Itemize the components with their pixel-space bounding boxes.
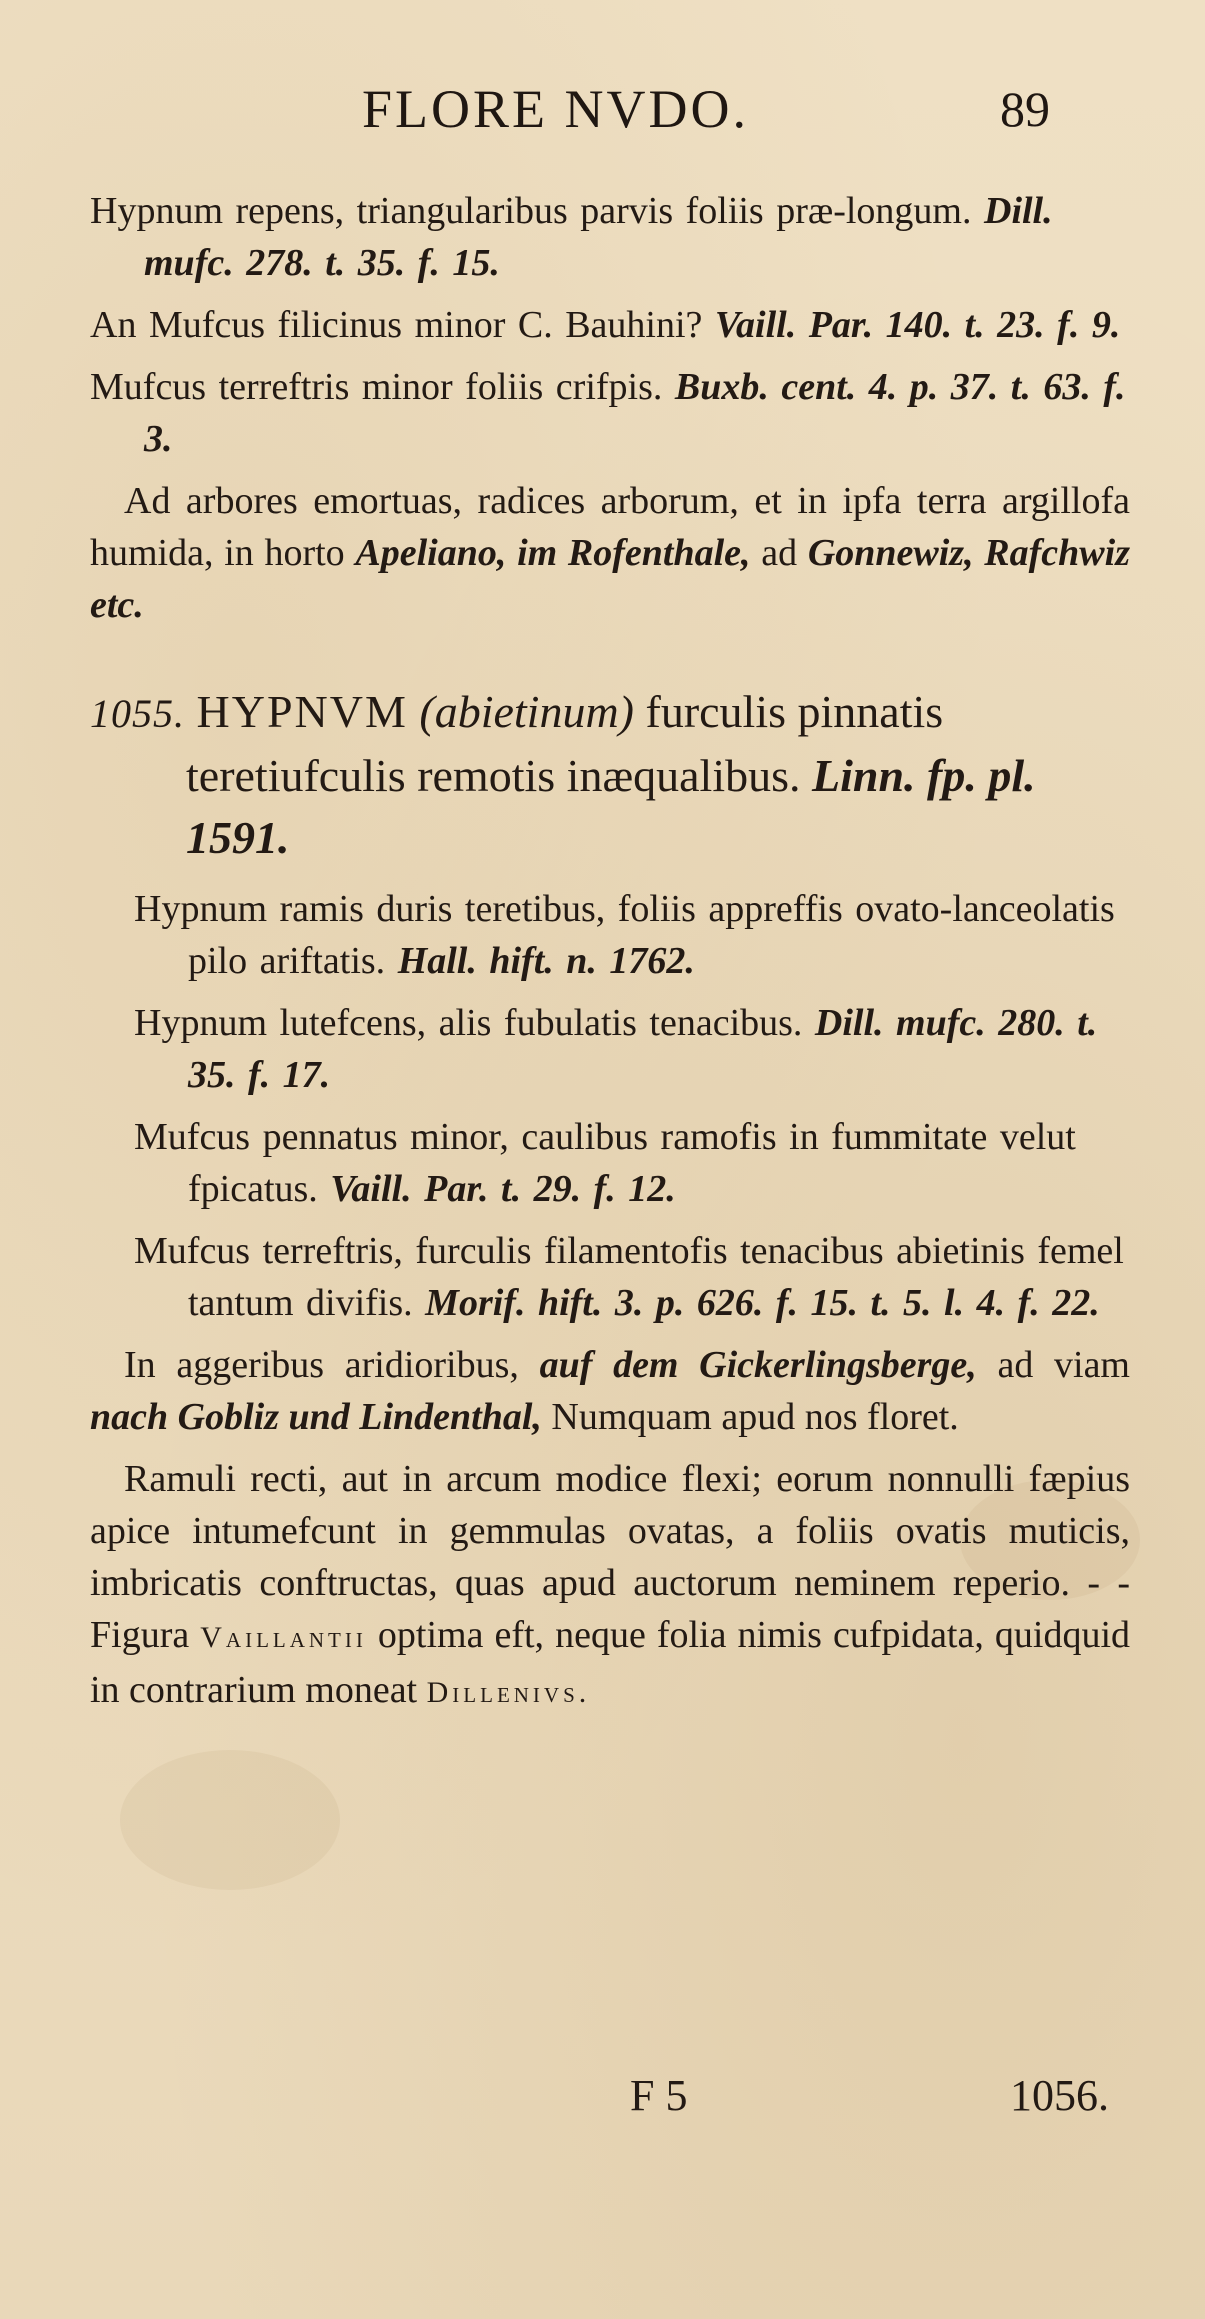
habitat-connector: ad	[750, 532, 808, 574]
remark-text: optima eft, neque folia nimis cufpidata, quidquid in contrarium moneat	[90, 1614, 1130, 1711]
species-number: 1055.	[90, 691, 185, 736]
habitat-note: Numquam apud nos floret.	[541, 1396, 959, 1438]
synonym-entry	[90, 361, 1130, 465]
habitat-paragraph	[90, 1339, 1130, 1443]
species-heading	[90, 681, 1130, 869]
remark-paragraph	[90, 1453, 1130, 1719]
signature-mark: F 5	[630, 2071, 688, 2120]
habitat-paragraph	[90, 475, 1130, 631]
author-name: Dillenivs.	[426, 1676, 591, 1709]
synonym-text: Hypnum lutefcens, alis fubulatis tenacibus.	[134, 1002, 803, 1044]
habitat-text: In aggeribus aridioribus,	[124, 1344, 519, 1386]
habitat-locality: Apeliano, im Rofenthale,	[355, 532, 751, 574]
synonym-reference: Dill. mufc. 278. t. 35. f. 15.	[144, 190, 1053, 284]
habitat-connector: ad viam	[976, 1344, 1130, 1386]
habitat-locality: Gonnewiz, Rafchwiz etc.	[90, 532, 1130, 626]
synonym-entry	[134, 1225, 1130, 1329]
page-footer	[0, 2070, 1205, 2130]
synonym-entry	[134, 883, 1130, 987]
synonym-text: An Mufcus filicinus minor C. Bauhini?	[90, 304, 703, 346]
synonym-entry	[134, 997, 1130, 1101]
page-number: 89	[1000, 81, 1050, 137]
synonym-reference: Vaill. Par. 140. t. 23. f. 9.	[714, 304, 1121, 346]
synonym-reference: Vaill. Par. t. 29. f. 12.	[330, 1168, 676, 1210]
synonym-text: Hypnum ramis duris teretibus, foliis appreffis ovato-lanceolatis pilo ariftatis.	[134, 888, 1115, 982]
catchword: 1056.	[1010, 2071, 1109, 2120]
habitat-text: Ad arbores emortuas, radices arborum, et in ipfa terra argillofa humida, in horto	[90, 480, 1130, 574]
text-block	[90, 185, 1130, 1729]
synonym-text: Hypnum repens, triangularibus parvis foliis præ-longum.	[90, 190, 972, 232]
synonym-text: Mufcus terreftris minor foliis crifpis.	[90, 366, 663, 408]
paper-stain	[120, 1750, 340, 1890]
habitat-locality: nach Gobliz und Lindenthal,	[90, 1396, 542, 1438]
species-reference: Linn. fp. pl. 1591.	[186, 750, 1036, 863]
species-epithet: (abietinum)	[419, 686, 634, 737]
synonym-reference: Hall. hift. n. 1762.	[397, 940, 695, 982]
synonym-entry	[90, 185, 1130, 289]
synonym-text: Mufcus pennatus minor, caulibus ramofis in fummitate velut fpicatus.	[134, 1116, 1076, 1210]
synonym-reference: Buxb. cent. 4. p. 37. t. 63. f. 3.	[144, 366, 1126, 460]
synonym-reference: Dill. mufc. 280. t. 35. f. 17.	[188, 1002, 1098, 1096]
author-name: Vaillantii	[200, 1621, 367, 1654]
synonym-text: Mufcus terreftris, furculis filamentofis tenacibus abietinis femel tantum divifis.	[134, 1230, 1124, 1324]
synonym-list	[134, 883, 1130, 1329]
page-header	[0, 78, 1205, 148]
running-title: FLORE NVDO.	[362, 79, 750, 139]
habitat-locality: auf dem Gickerlingsberge,	[539, 1344, 977, 1386]
synonym-reference: Morif. hift. 3. p. 626. f. 15. t. 5. l. 4. f. 22.	[425, 1282, 1100, 1324]
synonym-entry	[134, 1111, 1130, 1215]
species-genus: HYPNVM	[196, 686, 408, 737]
remark-text: Ramuli recti, aut in arcum modice flexi; eorum nonnulli fæpius apice intumefcunt in gemmulas ovatas, a foliis ovatis muticis, imbricatis conftructas, quas apud auctorum neminem reperio. - - Figura	[90, 1458, 1130, 1656]
species-diagnosis: furculis pinnatis teretiufculis remotis inæqualibus.	[186, 686, 944, 801]
synonym-entry	[90, 299, 1130, 351]
